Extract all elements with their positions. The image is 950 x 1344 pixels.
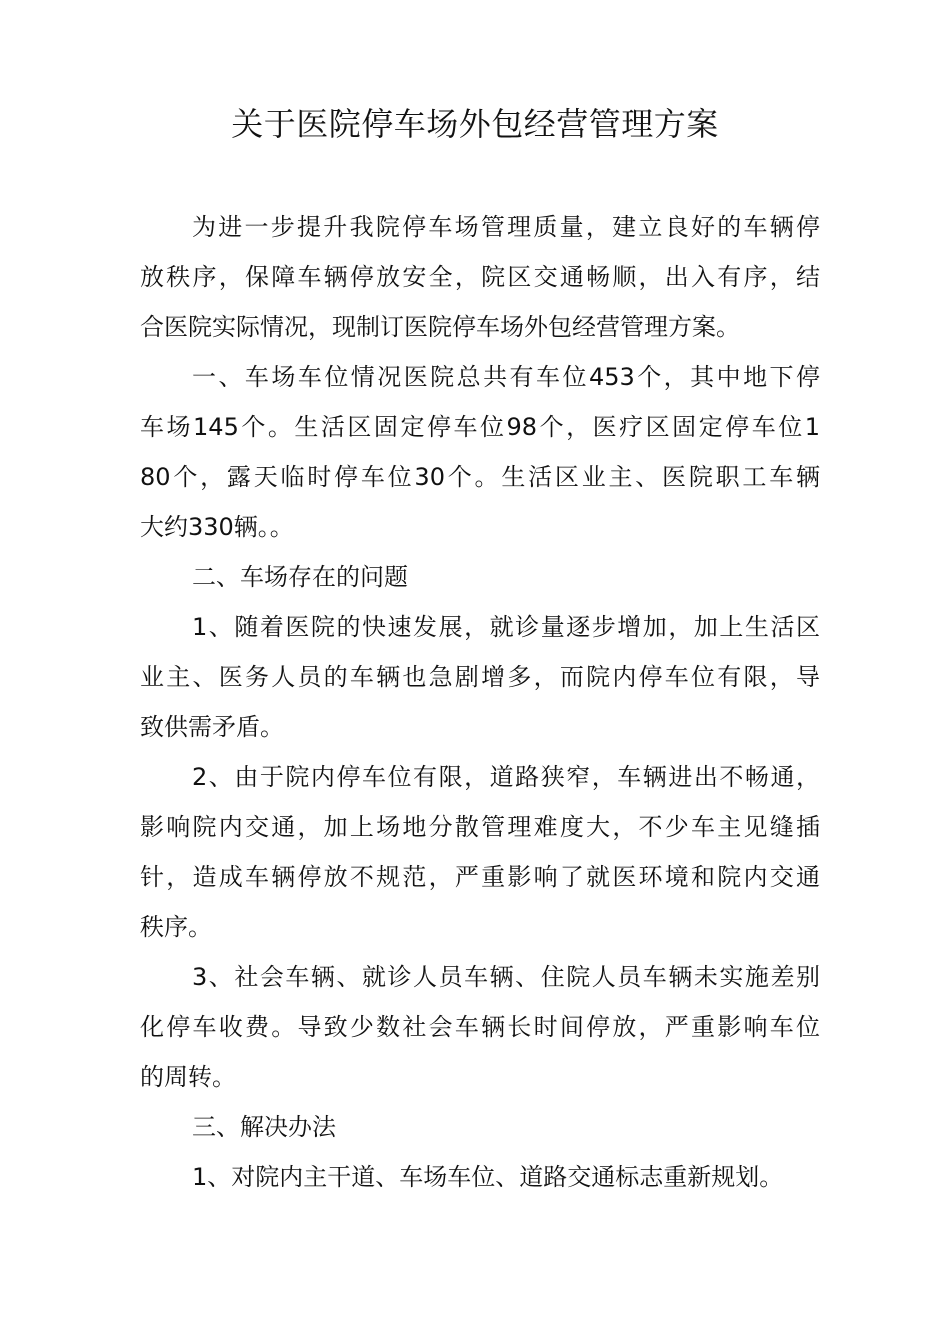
text-line: 的周转。 — [140, 1063, 236, 1091]
text-line: 针，造成车辆停放不规范，严重影响了就医环境和院内交通 — [140, 863, 820, 891]
text-line: 一、车场车位情况医院总共有车位453个，其中地下停 — [192, 363, 820, 391]
text-line: 影响院内交通，加上场地分散管理难度大，不少车主见缝插 — [140, 813, 820, 841]
text-line: 放秩序，保障车辆停放安全，院区交通畅顺，出入有序，结 — [140, 263, 820, 291]
text-line: 业主、医务人员的车辆也急剧增多，而院内停车位有限，导 — [140, 663, 820, 691]
paragraph-problem-3 — [140, 952, 820, 1102]
section-heading-solutions — [140, 1102, 820, 1152]
section-heading: 二、车场存在的问题 — [192, 563, 408, 591]
paragraph-solution-1 — [140, 1152, 820, 1202]
text-line: 秩序。 — [140, 913, 212, 941]
text-line: 2、由于院内停车位有限，道路狭窄，车辆进出不畅通， — [192, 763, 820, 791]
text-line: 1、对院内主干道、车场车位、道路交通标志重新规划。 — [192, 1163, 784, 1191]
paragraph-problem-2 — [140, 752, 820, 952]
text-line: 3、社会车辆、就诊人员车辆、住院人员车辆未实施差别 — [192, 963, 820, 991]
document-title: 关于医院停车场外包经营管理方案 — [231, 105, 719, 143]
text-line: 为进一步提升我院停车场管理质量，建立良好的车辆停 — [192, 213, 820, 241]
text-line: 合医院实际情况，现制订医院停车场外包经营管理方案。 — [140, 313, 740, 341]
document-body — [140, 202, 820, 1202]
section-heading-problems — [140, 552, 820, 602]
paragraph-section-one — [140, 352, 820, 552]
paragraph-problem-1 — [140, 602, 820, 752]
text-line: 80个，露天临时停车位30个。生活区业主、医院职工车辆 — [140, 463, 820, 491]
text-line: 大约330辆。。 — [140, 513, 294, 541]
paragraph-intro — [140, 202, 820, 352]
text-line: 1、随着医院的快速发展，就诊量逐步增加，加上生活区 — [192, 613, 820, 641]
text-line: 致供需矛盾。 — [140, 713, 284, 741]
text-line: 化停车收费。导致少数社会车辆长时间停放，严重影响车位 — [140, 1013, 820, 1041]
section-heading: 三、解决办法 — [192, 1113, 336, 1141]
text-line: 车场145个。生活区固定停车位98个，医疗区固定停车位1 — [140, 413, 820, 441]
